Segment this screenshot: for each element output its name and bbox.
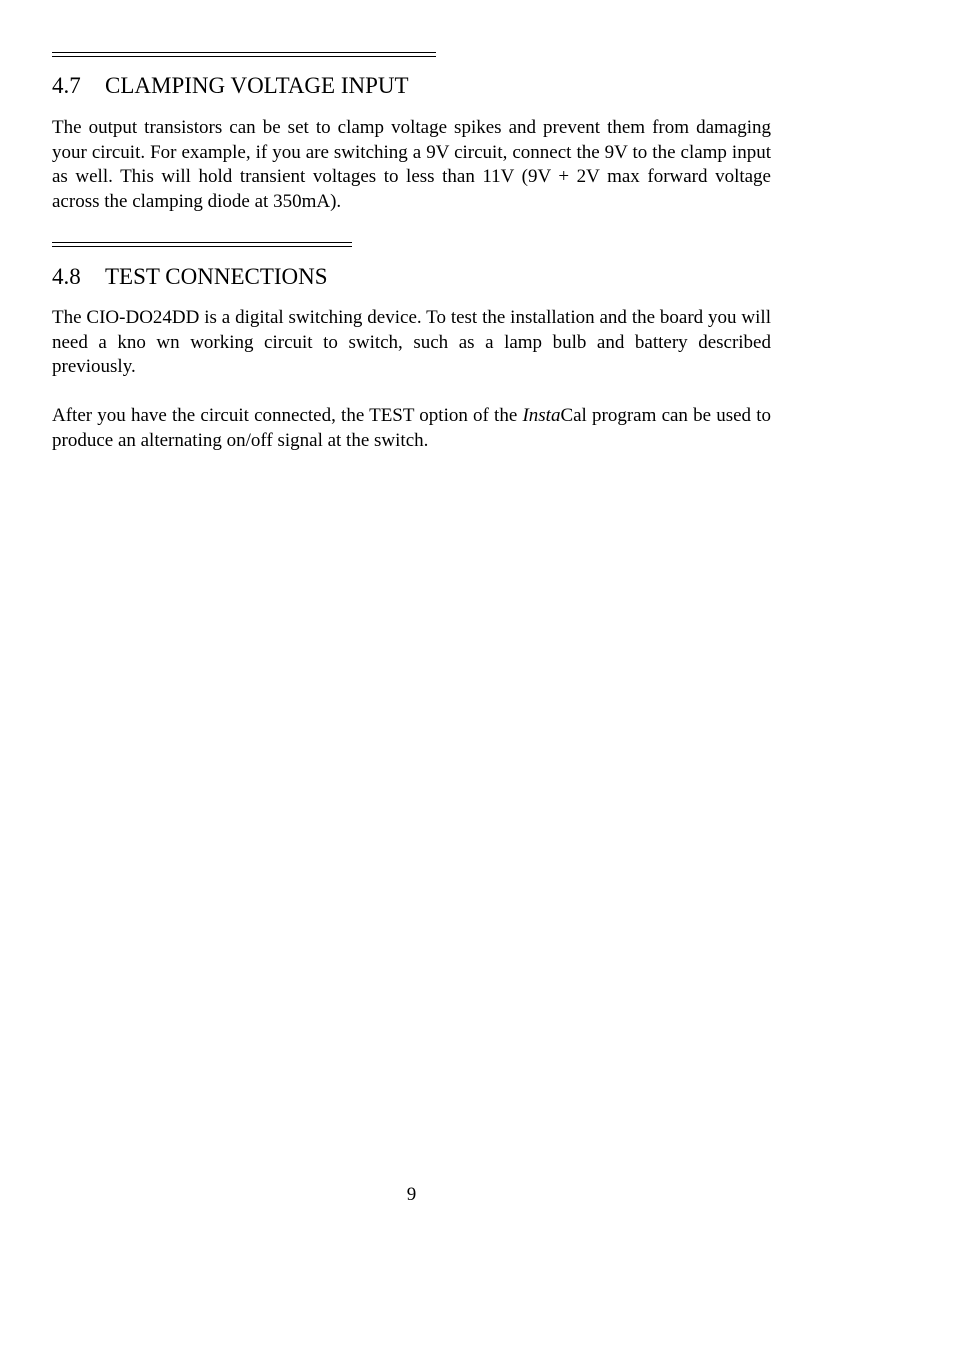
section-number: 4.8 bbox=[52, 264, 81, 289]
body-paragraph bbox=[52, 404, 771, 453]
section-title: TEST CONNECTIONS bbox=[105, 264, 328, 289]
paragraph-text: After you have the circuit connected, the TEST option of the bbox=[52, 405, 523, 426]
section-rule bbox=[52, 52, 436, 57]
product-name-italic: Insta bbox=[522, 405, 561, 426]
section-title: CLAMPING VOLTAGE INPUT bbox=[105, 73, 409, 98]
body-paragraph: The CIO-DO24DD is a digital switching device. To test the installation and the board you will need a kno wn working circuit to switch, such as a lamp bulb and battery described previously. bbox=[52, 307, 771, 377]
section-rule bbox=[52, 242, 352, 247]
paragraph-text: Cal program can be used to produce an alternating on/off signal at the switch. bbox=[52, 405, 772, 451]
section-number: 4.7 bbox=[52, 73, 81, 98]
section-heading bbox=[52, 72, 409, 100]
body-paragraph: The output transistors can be set to clamp voltage spikes and prevent them from damaging your circuit. For example, if you are switching a 9V circuit, connect the 9V to the clamp input as well. This will hold transient voltages to less than 11V (9V + 2V max forward voltage across the clamping diode at 350mA). bbox=[52, 117, 771, 212]
page-number: 9 bbox=[406, 1184, 417, 1205]
section-heading bbox=[52, 263, 328, 291]
